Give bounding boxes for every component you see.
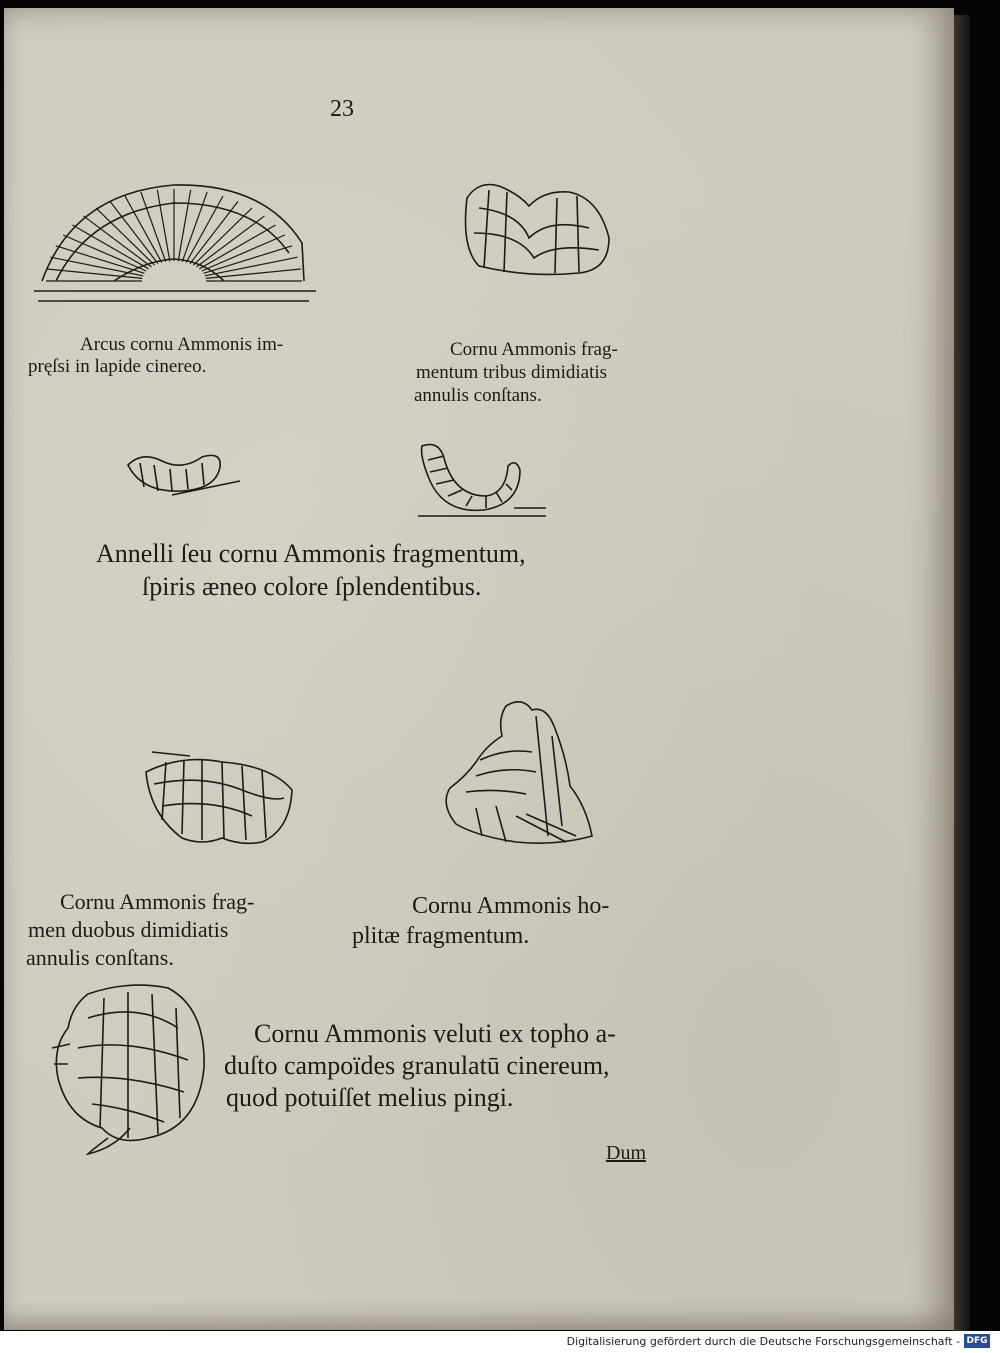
book-page xyxy=(4,8,954,1330)
dfg-logo: DFG xyxy=(964,1334,990,1348)
caption-tribus-line2: mentum tribus dimidiatis xyxy=(416,362,608,383)
ring-fragment-small-icon xyxy=(122,443,242,505)
caption-hoplitae-line2: plitæ fragmentum. xyxy=(352,923,530,949)
caption-duobus-line3: annulis conſtans. xyxy=(26,945,174,970)
ammonite-fragment-two-rings-icon xyxy=(142,750,297,850)
caption-tribus-line3: annulis conſtans. xyxy=(414,385,542,406)
caption-duobus-line1: Cornu Ammonis frag- xyxy=(60,889,255,914)
caption-annelli-line1: Annelli ſeu cornu Ammonis fragmentum, xyxy=(96,539,526,568)
caption-hoplitae-line1: Cornu Ammonis ho- xyxy=(412,893,610,919)
tufa-ammonite-icon xyxy=(48,978,213,1158)
ammonite-fragment-three-rings-icon xyxy=(459,178,614,283)
footer xyxy=(0,1331,1000,1353)
caption-arcus-line2: pręſsi in lapide cinereo. xyxy=(28,356,207,377)
catchword: Dum xyxy=(606,1142,646,1164)
ring-fragment-curved-icon xyxy=(414,438,549,523)
caption-duobus-line2: men duobus dimidiatis xyxy=(28,917,229,942)
caption-topho-line1: Cornu Ammonis veluti ex topho a- xyxy=(254,1019,616,1048)
caption-tribus-line1: Cornu Ammonis frag- xyxy=(450,339,618,360)
hoplite-fragment-icon xyxy=(436,696,596,851)
caption-annelli-line2: ſpiris æneo colore ſplendentibus. xyxy=(142,572,482,601)
page-edge xyxy=(954,15,970,1340)
caption-topho-line3: quod potuiſſet melius pingi. xyxy=(226,1083,514,1112)
caption-topho-line2: duſto campoïdes granulatū cinereum, xyxy=(224,1051,610,1080)
ammonite-arc-icon xyxy=(34,173,319,308)
footer-text: Digitalisierung gefördert durch die Deutsche Forschungsgemeinschaft - xyxy=(566,1335,960,1348)
caption-arcus-line1: Arcus cornu Ammonis im- xyxy=(80,334,284,355)
page-number: 23 xyxy=(330,96,354,122)
